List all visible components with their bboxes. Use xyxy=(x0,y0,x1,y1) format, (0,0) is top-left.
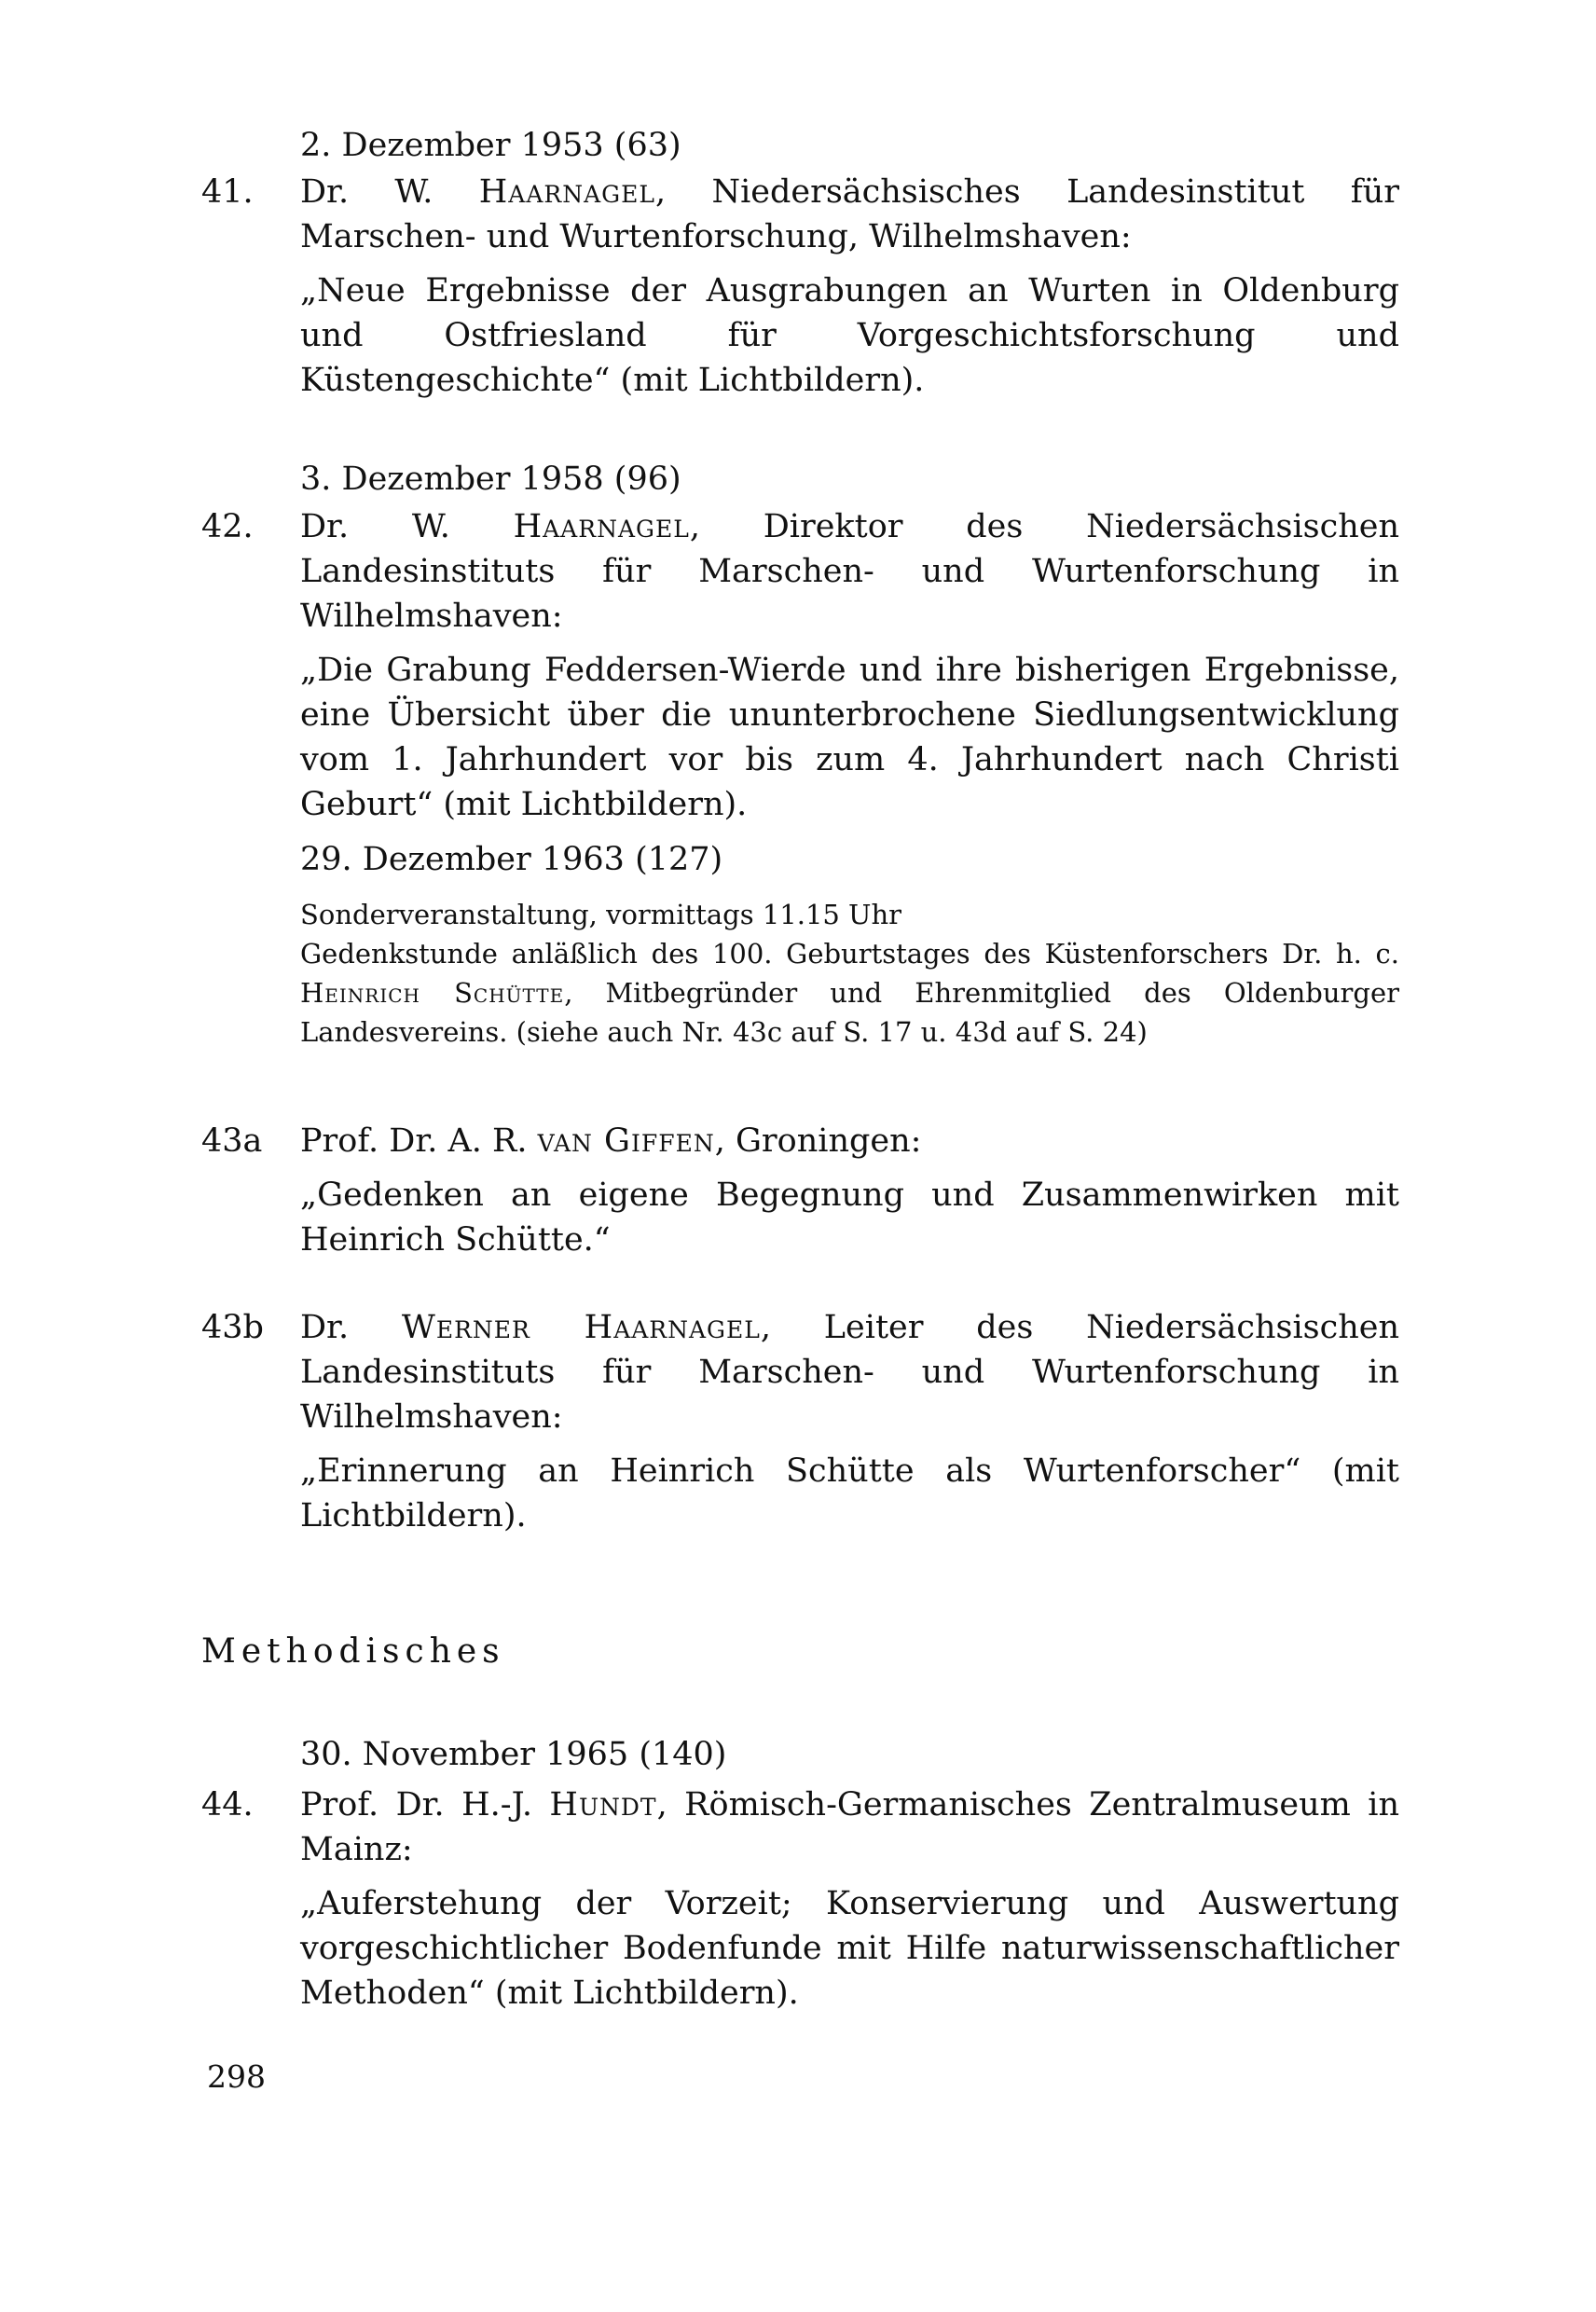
lecture-title: „Gedenken an eigene Begegnung und Zusammenwirken mit Heinrich Schütte.“ xyxy=(300,1177,1399,1259)
speaker-prefix: Dr. W. xyxy=(300,173,479,211)
lecture-title: „Auferstehung der Vorzeit; Konservierung und Auswertung vorgeschichtlicher Bodenfunde mit Hilfe naturwissenschaftlicher Methoden“ (mit Lichtbildern). xyxy=(300,1885,1399,2012)
speaker-affiliation: , Römisch-Germanisches Zentralmuseum in Mainz: xyxy=(300,1786,1399,1868)
speaker-affiliation: , Direktor des Niedersächsischen Landesinstituts für Marschen- und Wurtenforschung in Wilhelmshaven: xyxy=(300,508,1399,635)
speaker-affiliation: , Niedersächsisches Landesinstitut für Marschen- und Wurtenforschung, Wilhelmshaven: xyxy=(300,173,1399,255)
date-line-1953: 2. Dezember 1953 (63) xyxy=(300,127,681,164)
date-line-1965: 30. November 1965 (140) xyxy=(300,1736,727,1773)
note-text: Gedenkstunde anläßlich des 100. Geburtstages des Küstenforschers Dr. h. c. xyxy=(300,938,1399,970)
speaker-prefix: Dr. W. xyxy=(300,508,514,545)
speaker-name: Hundt xyxy=(549,1786,657,1823)
speaker-name: Haarnagel xyxy=(478,173,655,211)
speaker-name: Haarnagel xyxy=(513,508,690,545)
note-1963 xyxy=(300,895,1399,1052)
speaker-name: Werner Haarnagel xyxy=(401,1309,761,1346)
speaker-name: van Giffen xyxy=(537,1122,715,1160)
entry-body xyxy=(300,1305,1399,1538)
entry-number: 41. xyxy=(201,173,254,211)
entry-43b xyxy=(201,1305,1399,1538)
entry-number: 42. xyxy=(201,508,254,545)
entry-body xyxy=(300,1782,1399,2016)
entry-speaker xyxy=(300,1782,1399,1872)
lecture-title: „Erinnerung an Heinrich Schütte als Wurtenforscher“ (mit Lichtbildern). xyxy=(300,1452,1399,1534)
entry-speaker xyxy=(300,170,1399,259)
entry-43a xyxy=(201,1119,1399,1262)
entry-body xyxy=(300,504,1399,827)
lecture-title: „Neue Ergebnisse der Ausgrabungen an Wurten in Oldenburg und Ostfriesland für Vorgeschichtsforschung und Küstengeschichte“ (mit Lichtbildern). xyxy=(300,272,1399,399)
date-line-1958: 3. Dezember 1958 (96) xyxy=(300,461,681,498)
entry-number: 43a xyxy=(201,1122,263,1160)
entry-speaker xyxy=(300,1305,1399,1439)
speaker-prefix: Prof. Dr. H.-J. xyxy=(300,1786,550,1823)
date-line-1963: 29. Dezember 1963 (127) xyxy=(300,841,723,878)
speaker-prefix: Dr. xyxy=(300,1309,402,1346)
lecture-title: „Die Grabung Feddersen-Wierde und ihre bisherigen Ergebnisse, eine Übersicht über die ununterbrochene Siedlungsentwicklung vom 1. Jahrhundert vor bis zum 4. Jahrhundert nach Christi Geburt“ (mit Lichtbildern). xyxy=(300,652,1399,823)
speaker-affiliation: , Leiter des Niedersächsischen Landesinstituts für Marschen- und Wurtenforschung in Wilhelmshaven: xyxy=(300,1309,1399,1436)
note-name: Heinrich Schütte xyxy=(300,977,565,1009)
entry-speaker xyxy=(300,504,1399,639)
speaker-prefix: Prof. Dr. A. R. xyxy=(300,1122,538,1160)
speaker-affiliation: , Groningen: xyxy=(714,1122,922,1160)
section-heading: Methodisches xyxy=(201,1632,505,1671)
entry-body xyxy=(300,170,1399,403)
entry-number: 43b xyxy=(201,1309,264,1346)
entry-41 xyxy=(201,170,1399,403)
entry-44 xyxy=(201,1782,1399,2016)
entry-body xyxy=(300,1119,1399,1262)
note-text-continued: , Mitbegründer und Ehrenmitglied des Oldenburger Landesvereins. (siehe auch Nr. 43c auf S. 17 u. 43d auf S. 24) xyxy=(300,977,1399,1048)
entry-speaker xyxy=(300,1119,1399,1163)
note-paragraph xyxy=(300,934,1399,1052)
entry-number: 44. xyxy=(201,1786,254,1823)
entry-42 xyxy=(201,504,1399,827)
page-number: 298 xyxy=(207,2058,266,2095)
note-line-event: Sonderveranstaltung, vormittags 11.15 Uhr xyxy=(300,899,902,930)
